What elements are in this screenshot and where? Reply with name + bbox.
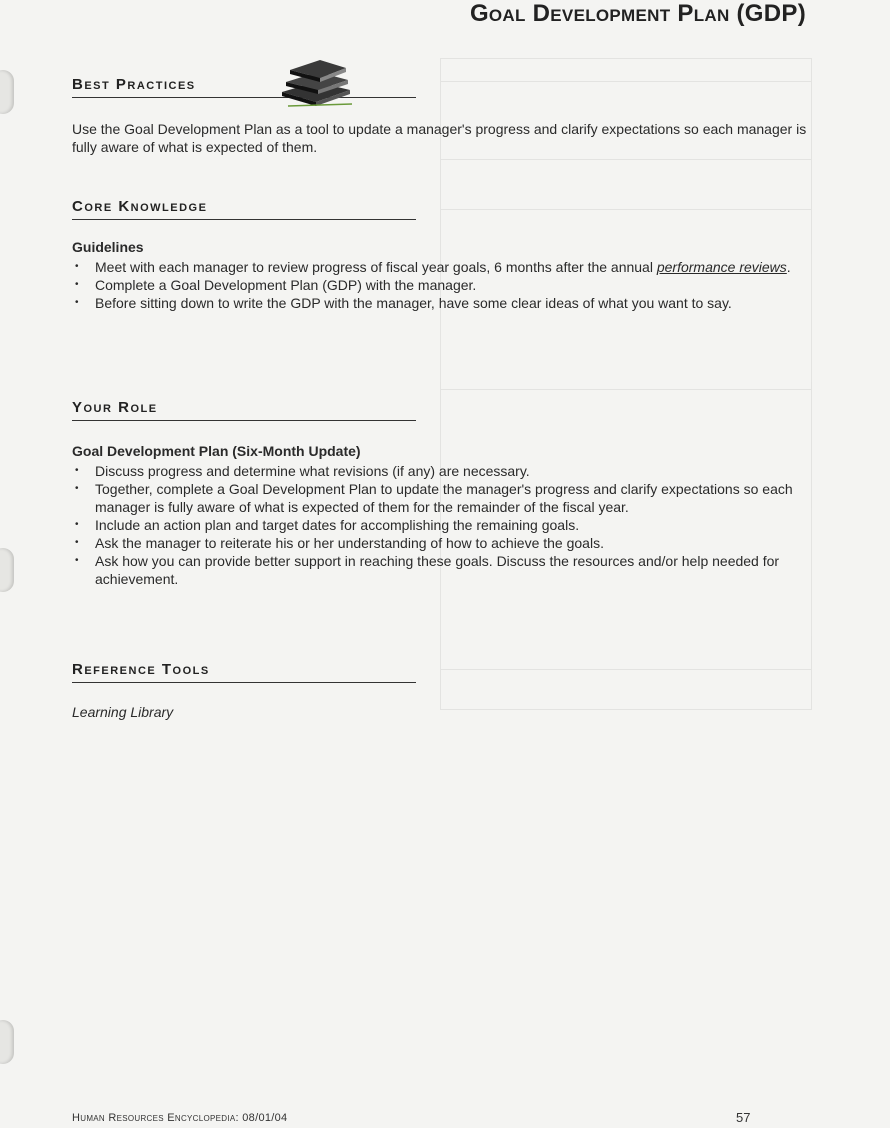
list-item: • Ask the manager to reiterate his or her understanding of how to achieve the goals.	[72, 534, 812, 552]
six-month-update-subheading: Goal Development Plan (Six-Month Update)	[72, 443, 361, 459]
section-heading-text: Reference Tools	[72, 661, 210, 678]
best-practices-text: Use the Goal Development Plan as a tool to update a manager's progress and clarify expectations so each manager is fully aware of what is expected of them.	[72, 121, 807, 155]
list-item: • Discuss progress and determine what revisions (if any) are necessary.	[72, 462, 812, 480]
section-heading-text: Best Practices	[72, 76, 196, 93]
core-knowledge-body	[72, 238, 812, 312]
list-item: • Before sitting down to write the GDP with the manager, have some clear ideas of what you want to say.	[72, 294, 812, 312]
binder-hole	[0, 70, 14, 114]
section-heading-text: Your Role	[72, 399, 158, 416]
list-item: • Together, complete a Goal Development Plan to update the manager's progress and clarify expectations so each manager is fully aware of what is expected of them for the remainder of the fiscal year.	[72, 480, 812, 516]
section-heading-text: Core Knowledge	[72, 198, 208, 215]
footer-source: Human Resources Encyclopedia: 08/01/04	[72, 1112, 288, 1124]
learning-library-link[interactable]: Learning Library	[72, 704, 174, 720]
list-item: • Include an action plan and target dates for accomplishing the remaining goals.	[72, 516, 812, 534]
page-number: 57	[736, 1110, 751, 1125]
section-heading-reference-tools	[72, 661, 416, 683]
list-item: • Ask how you can provide better support in reaching these goals. Discuss the resources and/or help needed for achievement.	[72, 552, 812, 588]
performance-reviews-link[interactable]: performance reviews	[656, 259, 787, 275]
your-role-body	[72, 442, 812, 588]
guidelines-list	[72, 258, 812, 312]
section-heading-best-practices	[72, 76, 416, 98]
stacked-books-icon	[278, 56, 354, 108]
your-role-list	[72, 462, 812, 588]
binder-hole	[0, 548, 14, 592]
list-item: • Complete a Goal Development Plan (GDP) with the manager.	[72, 276, 812, 294]
section-heading-your-role	[72, 399, 416, 421]
section-heading-core-knowledge	[72, 198, 416, 220]
page-title: Goal Development Plan (GDP)	[469, 0, 806, 27]
list-item: • Meet with each manager to review progress of fiscal year goals, 6 months after the annual performance reviews.	[72, 258, 812, 276]
binder-hole	[0, 1020, 14, 1064]
guidelines-subheading: Guidelines	[72, 239, 144, 255]
